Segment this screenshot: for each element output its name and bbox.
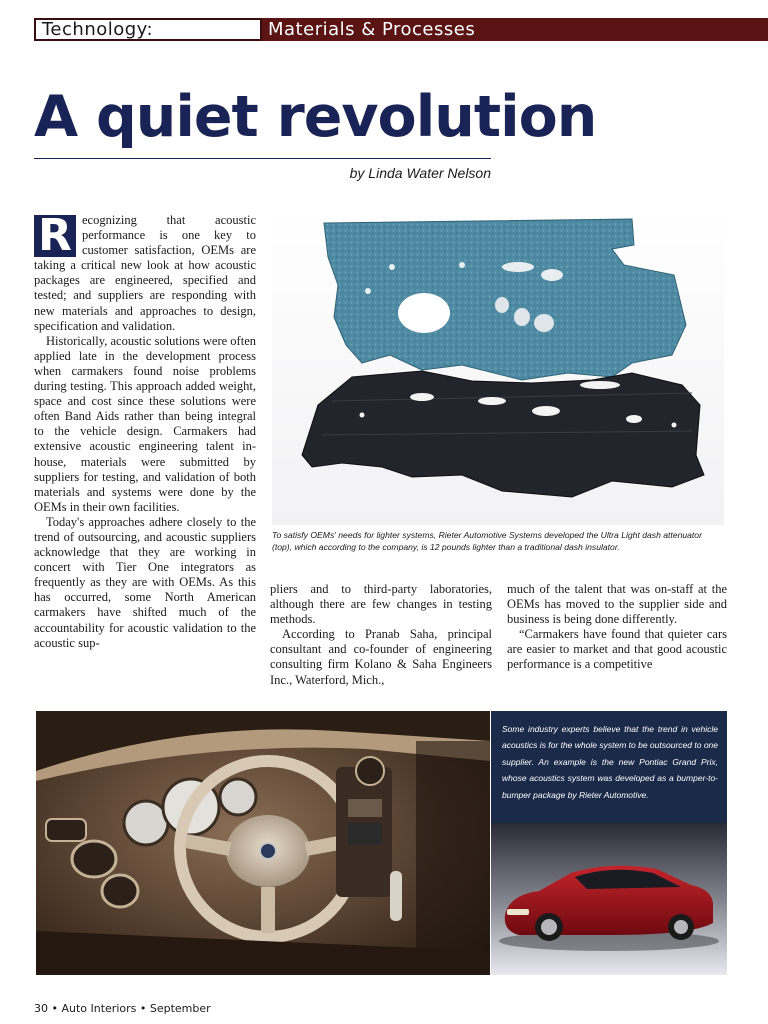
title-rule bbox=[34, 158, 491, 159]
pontiac-grand-prix-photo bbox=[491, 823, 727, 975]
paragraph: Historically, acoustic solutions were often applied late in the development process when carmakers found noise problems during testing. This approach added weight, space and cost since these solutions were often Band Aids rather than being integral to the vehicle design. Carmakers had extensive acoustic engineering talent in-house, materials were submitted by suppliers for testing, and validation of both materials and systems were done by the OEMs in their own facilities. bbox=[34, 333, 256, 514]
drop-cap: R bbox=[34, 215, 76, 257]
section-box bbox=[34, 18, 262, 41]
car-interior-photo bbox=[36, 711, 490, 975]
side-caption: Some industry experts believe that the trend in vehicle acoustics is for the whole system to be outsourced to one supplier. An example is the new Pontiac Grand Prix, whose acoustics system was developed as a bumper-to-bumper package by Rieter Automotive. bbox=[502, 724, 718, 800]
subsection-label: Materials & Processes bbox=[268, 19, 476, 40]
body-column-3 bbox=[507, 582, 727, 673]
byline: by Linda Water Nelson bbox=[349, 165, 491, 181]
section-label: Technology: bbox=[42, 19, 154, 40]
body-column-2 bbox=[270, 582, 492, 688]
paragraph: “Carmakers have found that quieter cars are easier to market and that good acoustic performance is a competitive bbox=[507, 627, 727, 672]
photo-caption: To satisfy OEMs' needs for lighter systems, Rieter Automotive Systems developed the Ultra Light dash attenuator (top), which according to the company, is 12 pounds lighter than a traditional dash insulator. bbox=[272, 530, 702, 552]
dash-insulator-photo bbox=[272, 205, 724, 525]
paragraph: pliers and to third-party laboratories, although there are few changes in testing methods. bbox=[270, 582, 492, 627]
paragraph: Today's approaches adhere closely to the trend of outsourcing, and acoustic suppliers acknowledge that they are working in concert with Tier One integrators as frequently as they are with OEMs. As this has occurred, some North American carmakers have shifted much of the accountability for acoustic validation to the acoustic sup- bbox=[34, 514, 256, 650]
paragraph: much of the talent that was on-staff at the OEMs has moved to the supplier side and business is being done differently. bbox=[507, 582, 727, 627]
paragraph bbox=[34, 210, 256, 334]
paragraph-text: ecognizing that acoustic performance is one key to customer satisfaction, OEMs are taking a critical new look at how acoustic packages are engineered, specified and tested; and suppliers are responding with new materials and approaches to design, specification and validation. bbox=[34, 213, 256, 333]
article-title: A quiet revolution bbox=[34, 84, 597, 150]
page-footer: 30 • Auto Interiors • September bbox=[34, 1002, 211, 1015]
paragraph: According to Pranab Saha, principal consultant and co-founder of engineering consulting firm Kolano & Saha Engineers Inc., Waterford, Mich., bbox=[270, 627, 492, 687]
body-column-1 bbox=[34, 210, 256, 651]
